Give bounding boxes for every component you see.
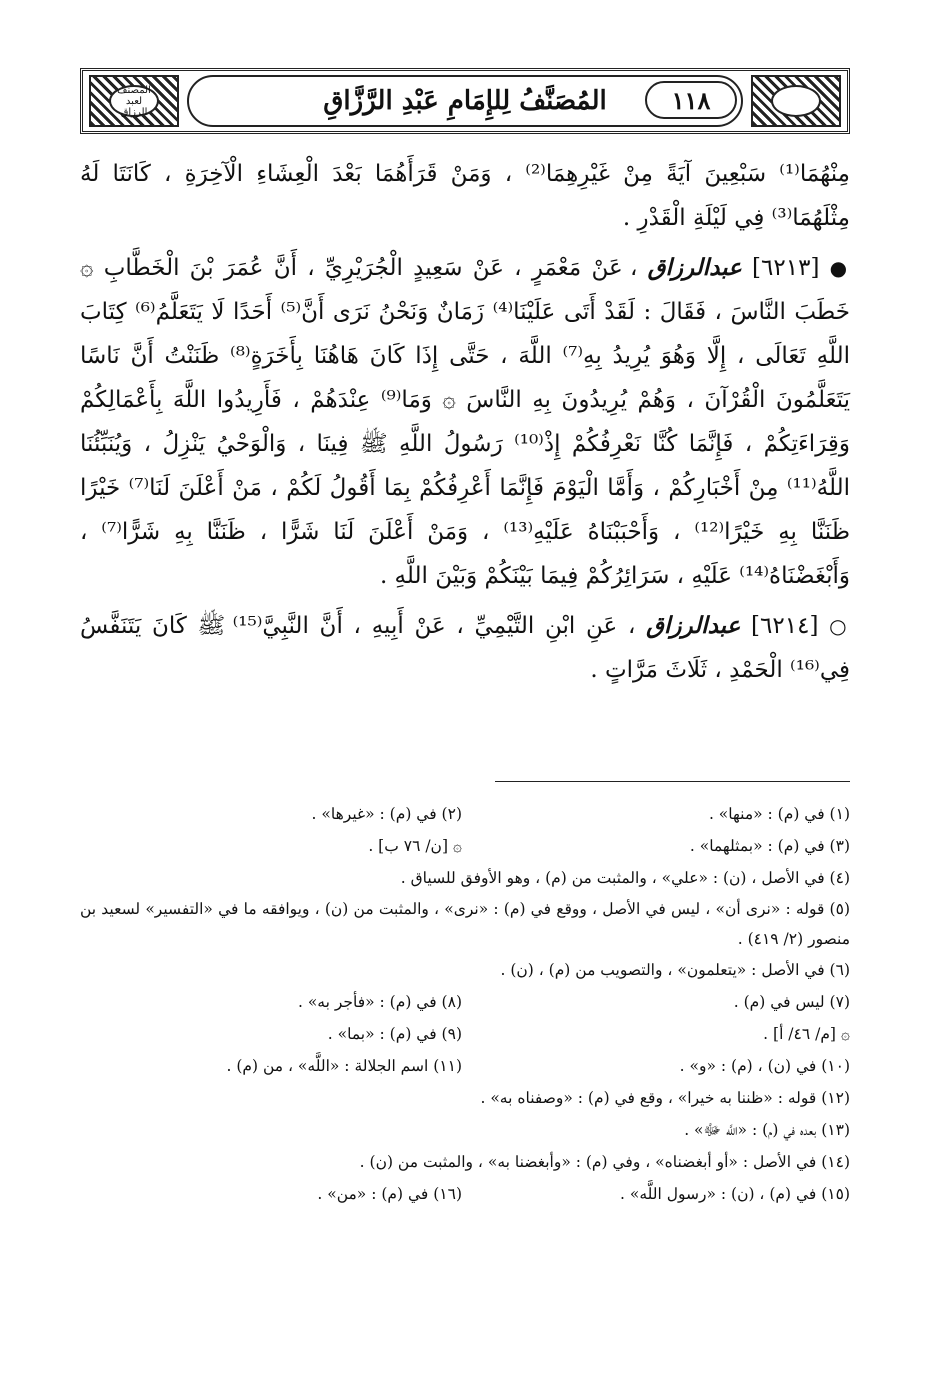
main-text — [80, 152, 850, 692]
footnote: (١) في (م) : «منها» . — [708, 805, 850, 823]
footnote: (١٥) في (م) ، (ن) : «رسول اللَّه» . — [619, 1185, 850, 1203]
footnote: (١١) اسم الجلالة : «اللَّه» ، من (م) . — [226, 1057, 462, 1075]
footnote: (٩) في (م) : «بما» . — [327, 1025, 462, 1043]
narrator-name: عبدالرزاق — [647, 254, 742, 281]
paragraph-continuation: مِنْهُمَا⁽¹⁾ سَبْعِينَ آيَةً مِنْ غَيْرِهِمَا⁽²⁾ ، وَمَنْ قَرَأَهُمَا بَعْدَ الْعِشَاءِ الْآخِرَةِ ، كَانَتَا لَهُ مِثْلَهُمَا⁽³⁾ فِي لَيْلَةِ الْقَدْرِ . — [80, 161, 850, 231]
hadith-6213 — [80, 246, 850, 598]
footnote-row — [80, 1018, 850, 1050]
footnote: (٣) في (م) : «بمثلهما» . — [689, 837, 850, 855]
footnote: (١٢) قوله : «ظننا به خيرا» ، وقع في (م) : «وصفناه به» . — [480, 1089, 850, 1107]
header-emblem-right — [771, 85, 821, 117]
footnote: (٤) في الأصل ، (ن) : «علي» ، والمثبت من (م) ، وهو الأوفق للسياق . — [400, 869, 850, 887]
hadith-text: ، عَنْ مَعْمَرٍ ، عَنْ سَعِيدٍ الْجُرَيْرِيِّ ، أَنَّ عُمَرَ بْنَ الْخَطَّابِ ۞ خَطَبَ النَّاسَ ، فَقَالَ : لَقَدْ أَتَى عَلَيْنَا⁽⁴⁾ زَمَانٌ وَنَحْنُ نَرَى أَنَّ⁽⁵⁾ أَحَدًا لَا يَتَعَلَّمُ⁽⁶⁾ كِتَابَ اللَّهِ تَعَالَى ، إِلَّا وَهُوَ يُرِيدُ بِهِ⁽⁷⁾ اللَّهَ ، حَتَّى إِذَا كَانَ هَاهُنَا بِأَخَرَةٍ⁽⁸⁾ ظَنَنْتُ أَنَّ نَاسًا يَتَعَلَّمُونَ الْقُرْآنَ ، وَهُمْ يُرِيدُونَ بِهِ النَّاسَ ۞ وَمَا⁽⁹⁾ عِنْدَهُمْ ، فَأَرِيدُوا اللَّهَ بِأَعْمَالِكُمْ وَقِرَاءَتِكُمْ ، فَإِنَّمَا كُنَّا نَعْرِفُكُمْ إِذْ⁽¹⁰⁾ رَسُولُ اللَّهِ ﷺ فِينَا ، وَالْوَحْيُ يَنْزِلُ ، وَيُنَبِّئُنَا اللَّهُ⁽¹¹⁾ مِنْ أَخْبَارِكُمْ ، وَأَمَّا الْيَوْمَ فَإِنَّمَا أَعْرِفُكُمْ بِمَا أَقُولُ لَكُمْ ، مَنْ أَعْلَنَ لَنَا⁽⁷⁾ خَيْرًا ظَنَنَّا بِهِ خَيْرًا⁽¹²⁾ ، وَأَحْبَبْنَاهُ عَلَيْهِ⁽¹³⁾ ، وَمَنْ أَعْلَنَ لَنَا شَرًّا ، ظَنَنَّا بِهِ شَرًّا⁽⁷⁾ ، وَأَبْغَضْنَاهُ⁽¹⁴⁾ عَلَيْهِ ، سَرَائِرُكُمْ فِيمَا بَيْنَكُمْ وَبَيْنَ اللَّهِ . — [80, 255, 851, 589]
footnotes — [80, 798, 850, 1210]
footnote: (٧) ليس في (م) . — [733, 993, 850, 1011]
footnote-row — [80, 1178, 850, 1210]
hadith-number: [٦٢١٤] — [751, 613, 819, 639]
footnote: ۞ [م/ ٤٦/ أ] . — [763, 1025, 850, 1043]
page-header — [80, 68, 850, 134]
hadith-marker-filled: ● — [829, 256, 850, 280]
footnote-row — [80, 1146, 850, 1178]
footnote-row — [80, 954, 850, 986]
footnote: ۞ [ن/ ٧٦ ب] . — [368, 837, 462, 855]
footnote-row — [80, 862, 850, 894]
footnote-row — [80, 986, 850, 1018]
hadith-marker-hollow: ○ — [829, 614, 850, 638]
header-ornament-left — [89, 75, 179, 127]
footnote-row — [80, 830, 850, 862]
footnote: (٨) في (م) : «فأجر به» . — [297, 993, 462, 1011]
header-ornament-right — [751, 75, 841, 127]
header-emblem-left: المصنف لعبد الرزاق — [109, 85, 159, 117]
narrator-name: عبدالرزاق — [646, 612, 741, 639]
footnote-row — [80, 1082, 850, 1114]
footnote: (١٣) بعده في (م) : «اللَّه ﷻ» . — [684, 1121, 850, 1139]
page-number: ١١٨ — [645, 81, 737, 119]
footnote-separator — [495, 781, 850, 782]
footnote: (١٤) في الأصل : «أو أبغضناه» ، وفي (م) : «وأبغضنا به» ، والمثبت من (ن) . — [359, 1153, 850, 1171]
hadith-6214 — [80, 604, 850, 692]
footnote-row — [80, 798, 850, 830]
hadith-text: ، عَنِ ابْنِ التَّيْمِيِّ ، عَنْ أَبِيهِ ، أَنَّ النَّبِيَّ⁽¹⁵⁾ ﷺ كَانَ يَتَنَفَّسُ فِي⁽¹⁶⁾ الْحَمْدِ ، ثَلَاثَ مَرَّاتٍ . — [80, 613, 850, 683]
footnote: (١٠) في (ن) ، (م) : «و» . — [679, 1057, 850, 1075]
footnote: (٢) في (م) : «غيرها» . — [311, 805, 462, 823]
hadith-number: [٦٢١٣] — [752, 255, 820, 281]
book-title: المُصَنَّفُ لِلإِمَامِ عَبْدِ الرَّزَّاقِ — [323, 86, 607, 116]
footnote: (١٦) في (م) : «من» . — [317, 1185, 462, 1203]
footnote-row — [80, 1114, 850, 1146]
footnote: (٥) قوله : «نرى أن» ، ليس في الأصل ، ووقع في (م) : «نرى» ، والمثبت من (ن) ، ويوافقه ما في «التفسير» لسعيد بن منصور (٢/ ٤١٩) . — [80, 900, 850, 948]
footnote-row — [80, 1050, 850, 1082]
footnote: (٦) في الأصل : «يتعلمون» ، والتصويب من (م) ، (ن) . — [500, 961, 850, 979]
